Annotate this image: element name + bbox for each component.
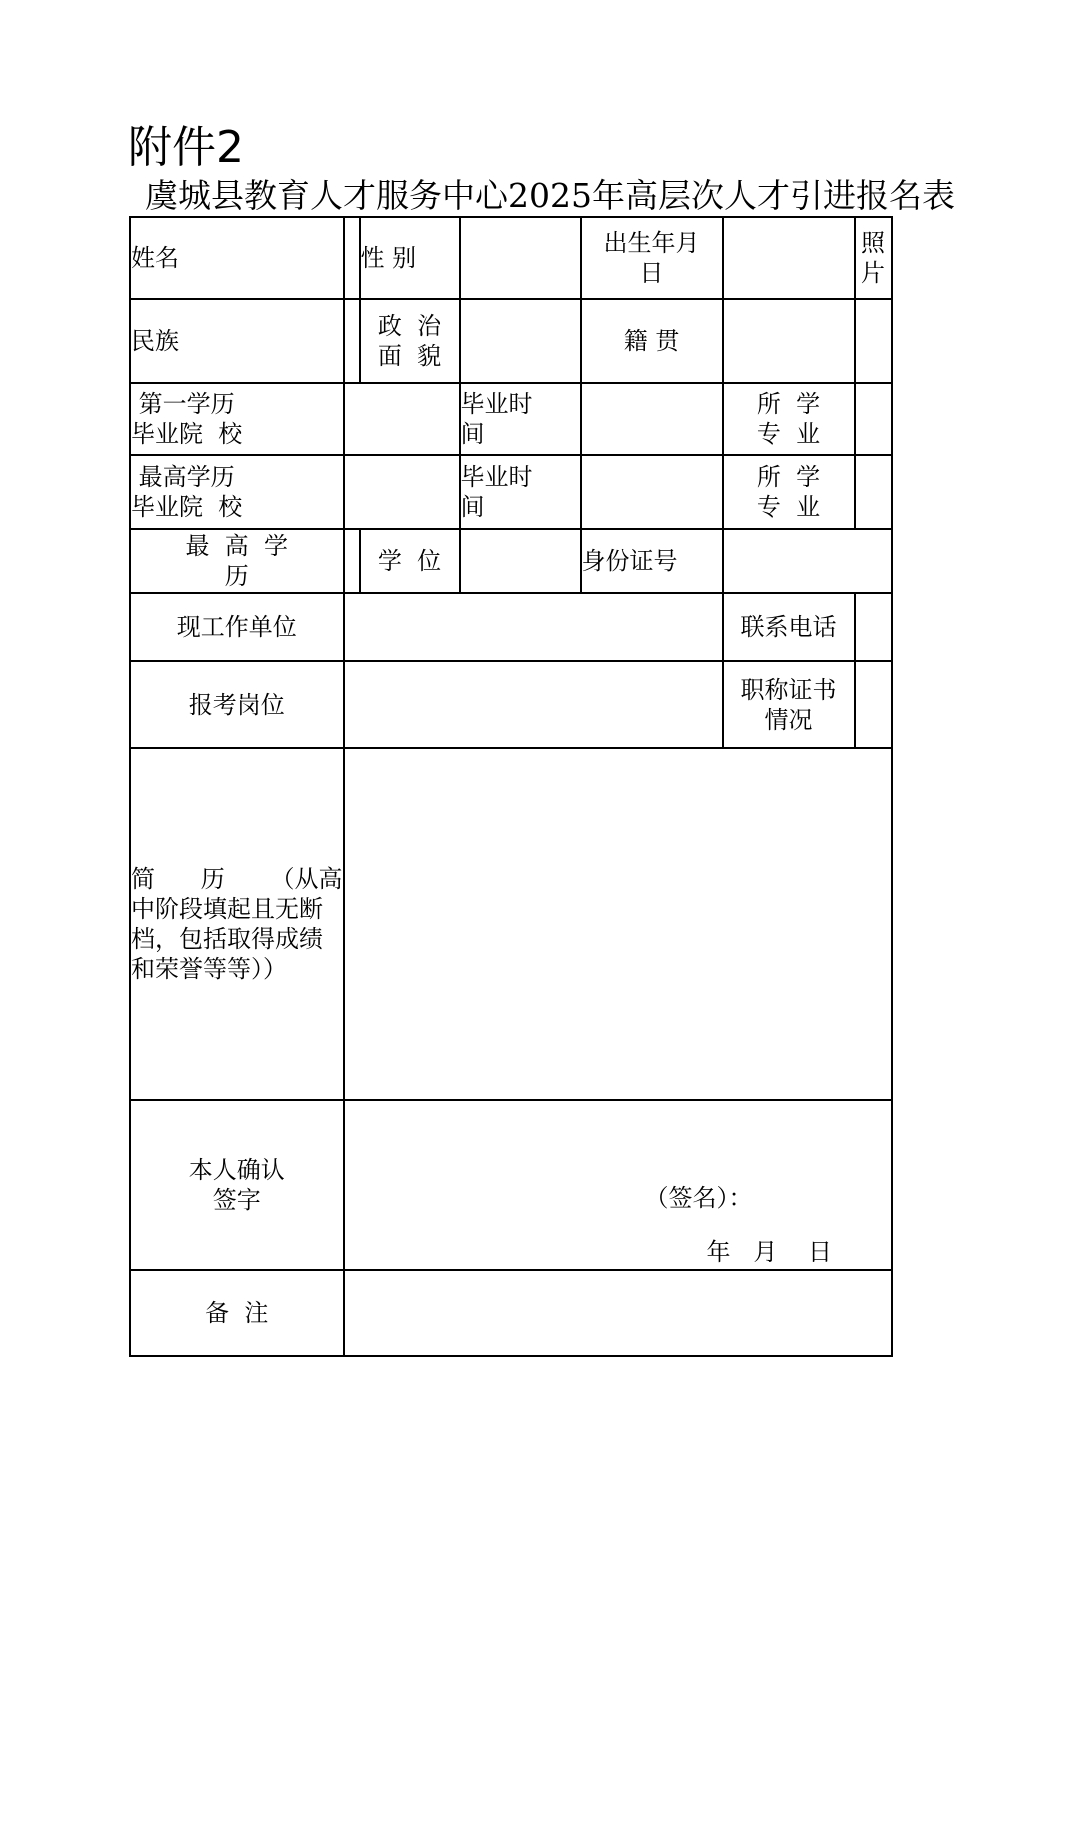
name-label: 姓名 <box>131 244 179 272</box>
degree-label: 学 位 <box>377 547 442 575</box>
graduation-time-1-label-cell <box>460 383 581 455</box>
id-number-label-cell <box>581 529 723 593</box>
current-employer-label: 现工作单位 <box>176 613 297 641</box>
political-status-label: 政 治 面 貌 <box>377 312 442 370</box>
degree-value-cell[interactable] <box>460 529 581 593</box>
birth-date-value-cell[interactable] <box>723 217 855 299</box>
graduation-time-2-value-cell[interactable] <box>581 455 723 529</box>
applied-position-value-cell[interactable] <box>344 661 723 748</box>
highest-education-school-label-cell <box>130 455 344 529</box>
highest-education-label: 最 高 学 历 <box>185 532 289 590</box>
table-row <box>130 299 892 383</box>
gender-label: 性 别 <box>360 244 417 272</box>
title-certificate-label-cell <box>723 661 855 748</box>
spacer-cell[interactable] <box>344 529 360 593</box>
table-row <box>130 593 892 661</box>
remarks-label-cell <box>130 1270 344 1356</box>
gender-label-cell <box>360 217 460 299</box>
table-row <box>130 529 892 593</box>
signature-label: （签名）： <box>644 1184 753 1212</box>
spacer-cell[interactable] <box>344 217 360 299</box>
major-2-label-cell <box>723 455 855 529</box>
native-place-value-cell[interactable] <box>723 299 855 383</box>
highest-education-school-value-cell[interactable] <box>344 455 460 529</box>
spacer-cell[interactable] <box>344 299 360 383</box>
confirmation-label: 本人确认 签字 <box>188 1156 285 1214</box>
current-employer-value-cell[interactable] <box>344 593 723 661</box>
signature-area[interactable] <box>344 1100 892 1270</box>
resume-label: 简 历 （从高 中阶段填起且无断 档，包括取得成绩 和荣誉等等）） <box>131 865 343 983</box>
title-certificate-value-cell[interactable] <box>855 661 892 748</box>
name-label-cell <box>130 217 344 299</box>
major-1-value-cell[interactable] <box>855 383 892 455</box>
id-number-value-cell[interactable] <box>723 529 892 593</box>
table-row <box>130 748 892 1100</box>
phone-label: 联系电话 <box>740 613 837 641</box>
native-place-label-cell <box>581 299 723 383</box>
table-row <box>130 455 892 529</box>
graduation-time-2-label-cell <box>460 455 581 529</box>
phone-value-cell[interactable] <box>855 593 892 661</box>
graduation-time-2-label: 毕业时 间 <box>460 463 533 521</box>
signature-date: 年 月 日 <box>706 1238 832 1266</box>
graduation-time-1-value-cell[interactable] <box>581 383 723 455</box>
applied-position-label: 报考岗位 <box>188 690 285 719</box>
highest-education-label-cell <box>130 529 344 593</box>
photo-label-cell <box>855 217 892 299</box>
title-certificate-label: 职称证书 情况 <box>740 675 837 734</box>
first-education-label-cell <box>130 383 344 455</box>
table-row <box>130 383 892 455</box>
major-2-value-cell[interactable] <box>855 455 892 529</box>
political-status-value-cell[interactable] <box>460 299 581 383</box>
table-row <box>130 1270 892 1356</box>
resume-value-cell[interactable] <box>344 748 892 1100</box>
birth-date-label: 出生年月 日 <box>603 229 700 287</box>
annex-label: 附件2 <box>128 122 244 173</box>
native-place-label: 籍 贯 <box>623 327 680 355</box>
major-1-label: 所 学 专 业 <box>756 390 821 448</box>
remarks-value-cell[interactable] <box>344 1270 892 1356</box>
registration-form <box>129 216 893 1357</box>
confirmation-label-cell <box>130 1100 344 1270</box>
birth-date-label-cell <box>581 217 723 299</box>
first-education-label: 第一学历 毕业院 校 <box>131 390 243 448</box>
remarks-label: 备 注 <box>205 1299 269 1327</box>
highest-education-school-label: 最高学历 毕业院 校 <box>131 463 243 521</box>
table-row <box>130 1100 892 1270</box>
photo-area-cell[interactable] <box>855 299 892 383</box>
table-row <box>130 661 892 748</box>
major-2-label: 所 学 专 业 <box>756 463 821 521</box>
current-employer-label-cell <box>130 593 344 661</box>
ethnicity-label: 民族 <box>131 327 179 355</box>
applied-position-label-cell <box>130 661 344 748</box>
photo-label: 照 片 <box>861 229 886 287</box>
gender-value-cell[interactable] <box>460 217 581 299</box>
political-status-label-cell <box>360 299 460 383</box>
resume-label-cell <box>130 748 344 1100</box>
major-1-label-cell <box>723 383 855 455</box>
phone-label-cell <box>723 593 855 661</box>
graduation-time-1-label: 毕业时 间 <box>460 390 533 448</box>
table-row <box>130 217 892 299</box>
id-number-label: 身份证号 <box>581 547 678 575</box>
form-title: 虞城县教育人才服务中心2025年高层次人才引进报名表 <box>145 176 955 215</box>
first-education-value-cell[interactable] <box>344 383 460 455</box>
ethnicity-label-cell <box>130 299 344 383</box>
degree-label-cell <box>360 529 460 593</box>
